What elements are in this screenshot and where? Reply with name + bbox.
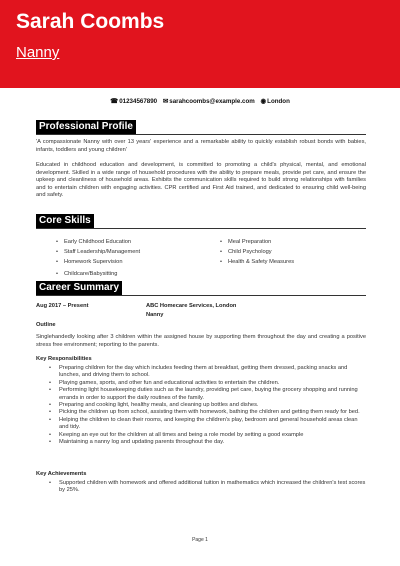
responsibilities-list — [36, 365, 366, 446]
contact-email[interactable] — [163, 97, 255, 105]
skill-item: • Child Psychology — [218, 247, 368, 257]
profile-divider — [36, 134, 366, 135]
list-item: • Playing games, sports, and other fun and educational activities to entertain the children. — [36, 380, 366, 387]
outline-label: Outline — [36, 322, 56, 328]
header-banner — [0, 0, 400, 88]
achievements-label: Key Achievements — [36, 471, 87, 477]
skill-item: • Meal Preparation — [218, 237, 368, 247]
phone-text: 01234567890 — [119, 98, 158, 105]
candidate-role: Nanny — [16, 44, 60, 61]
candidate-name: Sarah Coombs — [16, 10, 165, 33]
job-company: ABC Homecare Services, London — [146, 303, 237, 309]
list-item: • Preparing children for the day which includes feeding them at breakfast, getting them dressed, packing snacks and lunches, and driving them to school. — [36, 365, 366, 380]
list-item: • Performing light housekeeping duties such as the laundry, providing pet care, buying the grocery shopping and running errands in order to support the daily routines of the family. — [36, 387, 366, 402]
career-heading: Career Summary — [36, 281, 122, 295]
responsibilities-label: Key Responsibilities — [36, 356, 92, 362]
email-text: sarahcoombs@example.com — [169, 98, 255, 105]
list-item: • Maintaining a nanny log and updating parents throughout the day. — [36, 439, 366, 446]
list-item: • Supported children with homework and offered additional tuition in mathematics which increased the children's test scores by 25%. — [36, 480, 366, 495]
skill-item: • Homework Supervision — [54, 257, 204, 267]
list-item: • Picking the children up from school, assisting them with homework, bathing the children and getting them ready for bed. — [36, 409, 366, 416]
job-date: Aug 2017 – Present — [36, 303, 89, 309]
envelope-icon: ✉ — [162, 98, 169, 105]
page-number: Page 1 — [192, 537, 208, 543]
globe-icon: ◉ — [260, 98, 267, 105]
profile-quote: 'A compassionate Nanny with over 13 years' experience and a remarkable ability to quickly establish robust bonds with babies, infants, toddlers and young children' — [36, 139, 366, 153]
contact-location — [261, 97, 290, 105]
list-item: • Helping the children to clean their rooms, and keeping the children's play, bedroom and general household areas clean and tidy. — [36, 417, 366, 432]
career-divider — [36, 295, 366, 296]
outline-text: Singlehandedly looking after 3 children within the assigned house by supporting them throughout the day and creating a positive stress free environment; reporting to the parents. — [36, 334, 366, 348]
skills-divider — [36, 228, 366, 229]
skills-list-left — [54, 237, 204, 279]
skill-item: • Childcare/Babysitting — [54, 269, 204, 279]
contact-phone[interactable] — [110, 97, 157, 105]
skills-heading: Core Skills — [36, 214, 94, 228]
location-text: London — [267, 98, 290, 105]
phone-icon: ☎ — [110, 98, 119, 105]
job-title: Nanny — [146, 312, 164, 318]
skill-item: • Early Childhood Education — [54, 237, 204, 247]
profile-heading: Professional Profile — [36, 120, 136, 134]
skills-list-right — [218, 237, 368, 267]
list-item: • Keeping an eye out for the children at all times and being a role model by setting a good example — [36, 432, 366, 439]
achievements-list — [36, 480, 366, 495]
list-item: • Preparing and cooking light, healthy meals, and cleaning up bottles and dishes. — [36, 402, 366, 409]
skill-item: • Health & Safety Measures — [218, 257, 368, 267]
profile-summary: Educated in childhood education and development, is committed to promoting a child's physical, mental, and emotional development. Skilled in a wide range of household procedures with the ability to prepare meals, provide pet care, and ensure the upkeep and cleanliness of household areas. Exhibits the communication skills required to build strong relationships with families and to entertain children with engaging activities. CPR certified and First Aid trained, and dedicated to ensuring child well-being and safety. — [36, 162, 366, 199]
skill-item: • Staff Leadership/Management — [54, 247, 204, 257]
contact-bar — [0, 97, 400, 105]
